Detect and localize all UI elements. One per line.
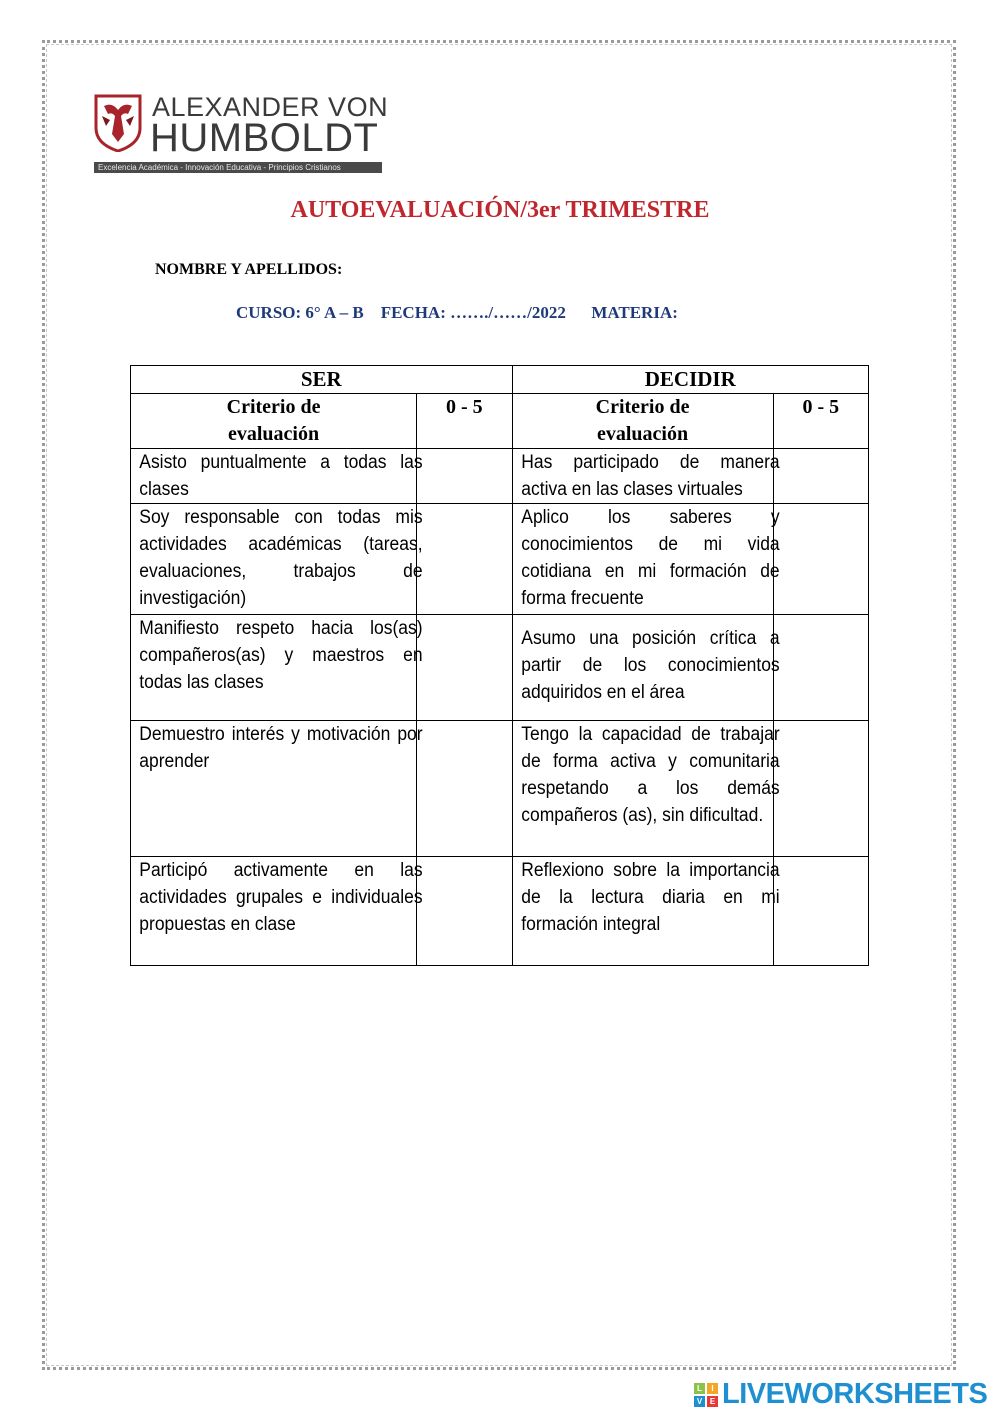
decidir-criterion-cell [512, 449, 780, 504]
self-evaluation-table [130, 365, 869, 966]
ser-criterion-cell [131, 449, 423, 504]
ser-score-input[interactable] [417, 857, 512, 966]
score-header-decidir: 0 - 5 [773, 394, 868, 449]
score-header-ser: 0 - 5 [417, 394, 512, 449]
criterion-header-line1: Criterio de [226, 396, 321, 418]
decidir-criterion-cell [512, 857, 780, 966]
table-row [131, 615, 869, 721]
liveworksheets-logo [694, 1378, 994, 1410]
logo-line2: HUMBOLDT [150, 116, 379, 160]
table-row [131, 721, 869, 857]
school-logo [94, 92, 389, 174]
decidir-criterion-cell [512, 721, 780, 857]
decidir-criterion-text: Asumo una posición crítica a partir de los conocimientos adquiridos en el área [520, 628, 780, 703]
decidir-criterion-cell [512, 615, 780, 721]
table-row [131, 504, 869, 615]
liveworksheets-cubes-icon: L I V E [694, 1383, 720, 1409]
liveworksheets-wordmark: LIVEWORKSHEETS [722, 1378, 988, 1410]
criterion-header-line1: Criterio de [595, 396, 690, 418]
ser-criterion-cell [131, 615, 423, 721]
logo-line1: ALEXANDER VON [152, 92, 389, 122]
decidir-criterion-cell [512, 504, 780, 615]
ser-criterion-text: Asisto puntualmente a todas las clases [139, 452, 423, 500]
ser-score-input[interactable] [417, 721, 512, 857]
criterion-header-decidir [512, 394, 773, 449]
decidir-criterion-text: Tengo la capacidad de trabajar de forma activa y comunitaria respetando a los demás compañeros (as), sin dificultad. [520, 724, 780, 826]
ser-criterion-text: Soy responsable con todas mis actividades académicas (tareas, evaluaciones, trabajos de investigación) [139, 507, 423, 609]
decidir-criterion-text: Reflexiono sobre la importancia de la lectura diaria en mi formación integral [520, 860, 780, 935]
decidir-criterion-text: Aplico los saberes y conocimientos de mi vida cotidiana en mi formación de forma frecuente [520, 507, 780, 609]
criterion-header-ser [131, 394, 417, 449]
decidir-header: DECIDIR [512, 366, 868, 394]
name-label: NOMBRE Y APELLIDOS: [155, 261, 343, 278]
decidir-criterion-text: Has participado de manera activa en las clases virtuales [520, 452, 780, 500]
ser-score-input[interactable] [417, 615, 512, 721]
document-title: AUTOEVALUACIÓN/3er TRIMESTRE [290, 197, 710, 223]
ser-score-input[interactable] [417, 449, 512, 504]
table-row [131, 449, 869, 504]
table-row [131, 857, 869, 966]
ser-criterion-cell [131, 721, 423, 857]
ser-criterion-cell [131, 504, 423, 615]
logo-tagline: Excelencia Académica - Innovación Educativa - Principios Cristianos [94, 162, 382, 173]
criterion-header-line2: evaluación [596, 423, 689, 445]
course-date-subject-line: CURSO: 6° A – B FECHA: ……./……/2022 MATERIA: [236, 303, 678, 322]
ser-criterion-cell [131, 857, 423, 966]
eagle-shield-icon [94, 94, 142, 152]
ser-criterion-text: Manifiesto respeto hacia los(as) compañeros(as) y maestros en todas las clases [139, 618, 423, 693]
criterion-header-line2: evaluación [228, 423, 320, 445]
ser-score-input[interactable] [417, 504, 512, 615]
ser-criterion-text: Demuestro interés y motivación por aprender [139, 724, 423, 772]
ser-criterion-text: Participó activamente en las actividades grupales e individuales propuestas en clase [139, 860, 423, 935]
ser-header: SER [131, 366, 513, 394]
